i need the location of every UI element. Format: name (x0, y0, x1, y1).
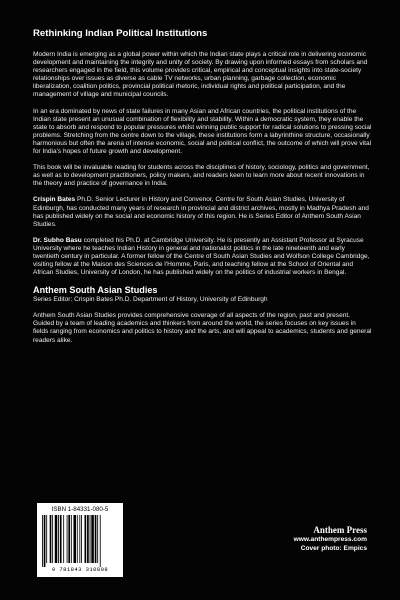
blurb-paragraph-3: This book will be invaluable reading for students across the disciplines of history, sociology, politics and government, as well as to development practitioners, policy makers, and readers keen to learn more about recent innovations in the theory and practice of governance in India. (33, 164, 370, 188)
editor-bio-bates (33, 196, 372, 228)
book-title: Rethinking Indian Political Institutions (33, 28, 208, 39)
blurb-paragraph-1: Modern India is emerging as a global power within which the Indian state plays a critical role in delivering economic development and maintaining the integrity and unity of society. By drawing upon informed essays from scholars and researchers engaged in the field, this volume provides critical, empirical and conceptual insights into state-society relationships over issues as diverse as cable TV networks, urban planning, garbage collection, economic liberalization, coalition politics, provincial political rhetoric, individual rights and political participation, and the management of village and municipal councils. (33, 51, 368, 99)
blurb-paragraph-2: In an era dominated by news of state failures in many Asian and African countries, the political institutions of the Indian state present an unusual combination of flexibility and stability. Within a democratic system, they enable the state to absorb and respond to popular pressures whilst winning public support for radical solutions to pressing social problems. Stretching from the centre down to the village, these institutions form a labyrinthine structure, occasionally harmonious but often the arena of intense economic, social and political conflict, the outcome of which will prove vital for India's hopes of future growth and development. (33, 107, 372, 156)
isbn-label: ISBN 1-84331-080-5 (51, 506, 109, 513)
publisher-name: Anthem Press (313, 525, 367, 535)
barcode-number: 9 781843 310808 (51, 566, 109, 573)
series-description: Anthem South Asian Studies provides comprehensive coverage of all aspects of the region, past and present. Guided by a team of leading academics and thinkers from around the world, the series focuses on key issues in fields ranging from economics and politics to history and the arts, and will appeal to academics, students and general readers alike. (33, 312, 372, 344)
barcode-icon (41, 515, 119, 567)
editor-name: Crispin Bates (33, 196, 76, 204)
series-editor: Series Editor: Crispin Bates Ph.D. Department of History, University of Edinburgh (33, 296, 268, 304)
publisher-block (294, 525, 367, 553)
publisher-url[interactable]: www.anthempress.com (293, 536, 367, 543)
editor-bio-basu (33, 237, 372, 277)
cover-footer (37, 503, 367, 583)
series-title: Anthem South Asian Studies (33, 285, 158, 296)
editor-bio-text: Ph.D. Senior Lecturer in History and Convenor, Centre for South Asian Studies, University of Edinburgh, has conducted many years of research in provincial and district archives, mostly in Madhya Pradesh and has published widely on the social and economic history of this region. He is Series Editor of Anthem South Asian Studies. (33, 196, 369, 228)
editor-name: Dr. Subho Basu (33, 236, 82, 244)
photo-credit: Cover photo: Empics (300, 544, 367, 552)
editor-bio-text: completed his Ph.D. at Cambridge University. He is presently an Assistant Professor at Syracuse University where he teaches Indian History in general and nationalist politics in the late nineteenth and early twentieth century in particular. A former fellow of the Centre of South Asian Studies and Wolfson College Cambridge, visiting fellow at the Maison des Sciences de l'Homme, Paris, and teaching fellow at the School of Oriental and African Studies, University of London, he has published widely on the politics of industrial workers in Bengal. (33, 236, 370, 277)
isbn-barcode-box (37, 503, 123, 577)
